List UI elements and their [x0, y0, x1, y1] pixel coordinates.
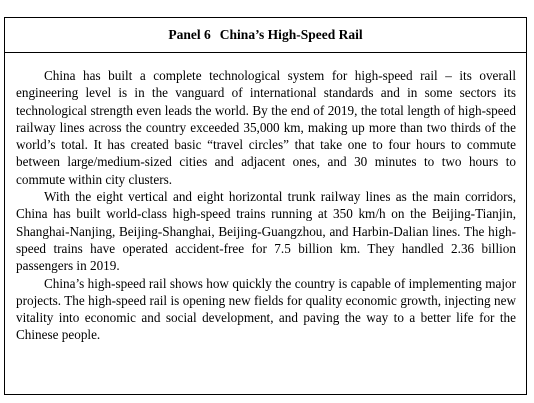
panel-header	[5, 18, 526, 53]
text-panel	[4, 17, 527, 395]
paragraph-3: China’s high-speed rail shows how quickly the country is capable of implementing major projects. The high-speed rail is opening new fields for quality economic growth, injecting new vitality into economic and social development, and paving the way to a better life for the Chinese people.	[16, 275, 516, 343]
panel-body	[5, 53, 526, 344]
panel-title: China’s High-Speed Rail	[219, 27, 363, 42]
paragraph-2: With the eight vertical and eight horizontal trunk railway lines as the main corridors, China has built world-class high-speed trains running at 350 km/h on the Beijing-Tianjin, Shanghai-Nanjing, Beijing-Shanghai, Beijing-Guangzhou, and Harbin-Dalian lines. The high-speed trains have operated accident-free for 7.5 billion km. They handled 2.36 billion passengers in 2019.	[16, 189, 516, 274]
paragraph-1: China has built a complete technological system for high-speed rail – its overall engineering level is in the vanguard of international standards and in some sectors its technological strength even leads the world. By the end of 2019, the total length of high-speed railway lines across the country exceeded 35,000 km, making up more than two thirds of the world’s total. It has created basic “travel circles” that take one to four hours to commute between large/medium-sized cities and adjacent ones, and 30 minutes to two hours to commute within city clusters.	[16, 68, 516, 187]
panel-number: Panel 6	[168, 27, 211, 42]
